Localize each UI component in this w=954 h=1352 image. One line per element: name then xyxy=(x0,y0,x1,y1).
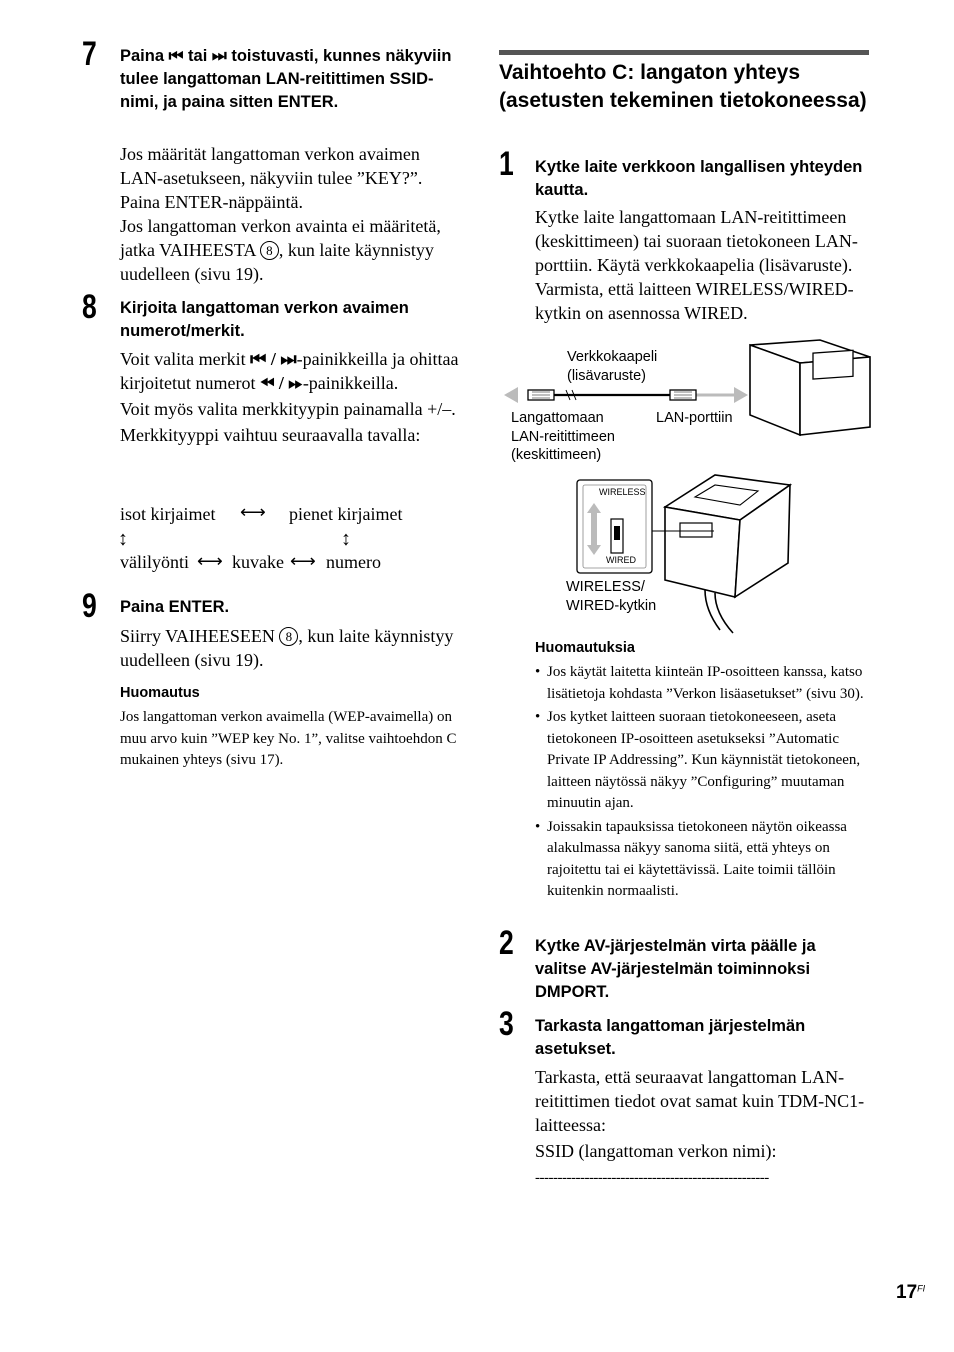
double-arrow-icon: ⟷ xyxy=(197,551,223,571)
next-icon: ⏭︎ xyxy=(280,349,297,369)
cable-label xyxy=(567,348,657,385)
router-label xyxy=(511,409,615,465)
router-label-line: LAN-reitittimeen xyxy=(511,428,615,445)
switch-label-line: WIRED-kytkin xyxy=(566,597,657,614)
paragraph xyxy=(120,624,460,672)
notes-title: Huomautuksia xyxy=(535,640,635,656)
note-item: • Jos kytket laitteen suoraan tietokoneeseen, aseta tietokoneen IP-osoitteen asetukseksi ”Automatic Private IP Addressing”. Kun käynnistät tietokoneen, laitteen näytössä näkyy ”Configuring” muutaman minuutin ajan. xyxy=(535,707,871,815)
page-number-value: 17 xyxy=(896,1282,918,1303)
computer-illustration xyxy=(750,340,870,435)
paragraph-text: , kun laite käynnistyy uudelleen (sivu 19). xyxy=(120,626,454,670)
paragraph: Merkkityyppi vaihtuu seuraavalla tavalla: xyxy=(120,425,421,445)
connection-diagram xyxy=(500,335,880,635)
step-heading: Kytke AV-järjestelmän virta päälle ja valitse AV-järjestelmän toiminnoksi DMPORT. xyxy=(535,937,816,1001)
note-item: • Jos käytät laitetta kiinteän IP-osoitteen kanssa, katso lisätietoja kohdasta ”Verkon lisäasetukset” (sivu 30). xyxy=(535,662,871,705)
fast-forward-icon: ⏩︎ xyxy=(288,373,303,393)
step-number: 8 xyxy=(82,288,97,326)
cable-label-line: Verkkokaapeli xyxy=(567,349,658,365)
step-number: 1 xyxy=(499,145,514,183)
switch-top-label: WIRELESS xyxy=(599,487,646,497)
cable-label-line: (lisävaruste) xyxy=(567,367,646,384)
paragraph xyxy=(120,347,460,395)
lan-port-label: LAN-porttiin xyxy=(656,410,733,426)
double-arrow-icon: ⟷ xyxy=(240,502,266,522)
step-number: 7 xyxy=(82,35,97,73)
circled-number: 8 xyxy=(279,627,298,646)
section-title: Vaihtoehto C: langaton yhteys (asetusten tekeminen tietokoneessa) xyxy=(499,61,867,112)
switch-label-line: WIRELESS/ xyxy=(566,579,645,595)
device-illustration xyxy=(665,475,790,633)
cycle-lower: pienet kirjaimet xyxy=(289,504,403,524)
step-body xyxy=(120,142,460,286)
step-number: 2 xyxy=(499,924,514,962)
page-number xyxy=(896,1282,925,1304)
next-icon: ⏭︎ xyxy=(211,47,227,65)
router-label-line: (keskittimeen) xyxy=(511,447,602,463)
page-language: FI xyxy=(917,1283,926,1294)
paragraph-text: -painikkeilla. xyxy=(302,373,399,393)
paragraph-text: , kun laite käynnistyy uudelleen (sivu 19). xyxy=(120,240,434,284)
paragraph-text: Jos langattoman verkon avainta ei määritetä, jatka VAIHEESTA xyxy=(120,216,441,260)
paragraph-text: / xyxy=(274,373,289,393)
cycle-upper: isot kirjaimet xyxy=(120,504,216,524)
step-heading-text: tai xyxy=(183,47,212,65)
note-title: Huomautus xyxy=(120,685,200,701)
paragraph-text: Siirry VAIHEESEEN xyxy=(120,626,280,646)
step-heading xyxy=(120,45,460,114)
cycle-symbol: kuvake xyxy=(232,552,284,572)
paragraph-text: Voit valita merkit xyxy=(120,349,251,369)
step-heading: Kirjoita langattoman verkon avaimen numerot/merkit. xyxy=(120,299,409,340)
paragraph-text: / xyxy=(266,349,281,369)
previous-icon: ⏮︎ xyxy=(168,47,184,65)
previous-icon: ⏮︎ xyxy=(250,349,267,369)
network-cable xyxy=(504,387,748,403)
cycle-number: numero xyxy=(326,552,381,572)
section-rule xyxy=(499,50,869,55)
switch-label xyxy=(566,578,656,615)
double-arrow-icon: ⟷ xyxy=(290,551,316,571)
step-heading-text: Paina xyxy=(120,47,169,65)
note-item: • Joissakin tapauksissa tietokoneen näytön oikeassa alakulmassa näkyy sanoma siitä, että yhteys on rajoitettu tai ei käytettävissä. Laite toimii tällöin kuitenkin normaalisti. xyxy=(535,817,871,903)
paragraph-text: -painikkeilla ja ohittaa kirjoitetut numerot xyxy=(120,349,459,393)
paragraph: Tarkasta, että seuraavat langattoman LAN-reitittimen tiedot ovat samat kuin TDM-NC1-laitteessa: xyxy=(535,1067,865,1135)
vertical-arrow-icon: ↕ xyxy=(341,528,351,550)
paragraph: Jos määrität langattoman verkon avaimen LAN-asetukseen, näkyviin tulee ”KEY?”. Paina ENTER-näppäintä. xyxy=(120,144,423,212)
connection-diagram-svg xyxy=(500,335,880,635)
paragraph: SSID (langattoman verkon nimi): xyxy=(535,1141,777,1161)
switch-bottom-label: WIRED xyxy=(606,555,636,565)
step-body xyxy=(120,347,460,447)
step-heading: Tarkasta langattoman järjestelmän asetukset. xyxy=(535,1017,806,1058)
rewind-icon: ⏪︎ xyxy=(259,373,275,393)
note-text: Jos langattoman verkon avaimella (WEP-avaimella) on muu arvo kuin ”WEP key No. 1”, valitse vaihtoehdon C mukainen yhteys (sivu 17). xyxy=(120,709,457,768)
step-body xyxy=(120,624,460,672)
cycle-space: välilyönti xyxy=(120,552,189,572)
step-number: 9 xyxy=(82,587,97,625)
step-body xyxy=(535,1065,875,1163)
step-heading: Kytke laite verkkoon langallisen yhteyden kautta. xyxy=(535,158,863,199)
notes-list xyxy=(535,662,871,903)
step-heading-text: toistuvasti, kunnes näkyviin tulee langattoman LAN-reitittimen SSID-nimi, ja paina sitten ENTER. xyxy=(120,47,452,111)
vertical-arrow-icon: ↕ xyxy=(118,528,128,550)
paragraph: Voit myös valita merkkityypin painamalla +/–. xyxy=(120,399,456,419)
router-label-line: Langattomaan xyxy=(511,410,604,426)
step-number: 3 xyxy=(499,1005,514,1043)
step-body: Kytke laite langattomaan LAN-reitittimeen (keskittimeen) tai suoraan tietokoneen LAN-porttiin. Käytä verkkokaapelia (lisävaruste). Varmista, että laitteen WIRELESS/WIRED-kytkin on asennossa WIRED. xyxy=(535,207,858,323)
paragraph xyxy=(120,214,460,286)
ssid-blank-line: ---------------------------------------------------- xyxy=(535,1170,769,1186)
step-heading: Paina ENTER. xyxy=(120,598,230,616)
circled-number: 8 xyxy=(260,241,279,260)
